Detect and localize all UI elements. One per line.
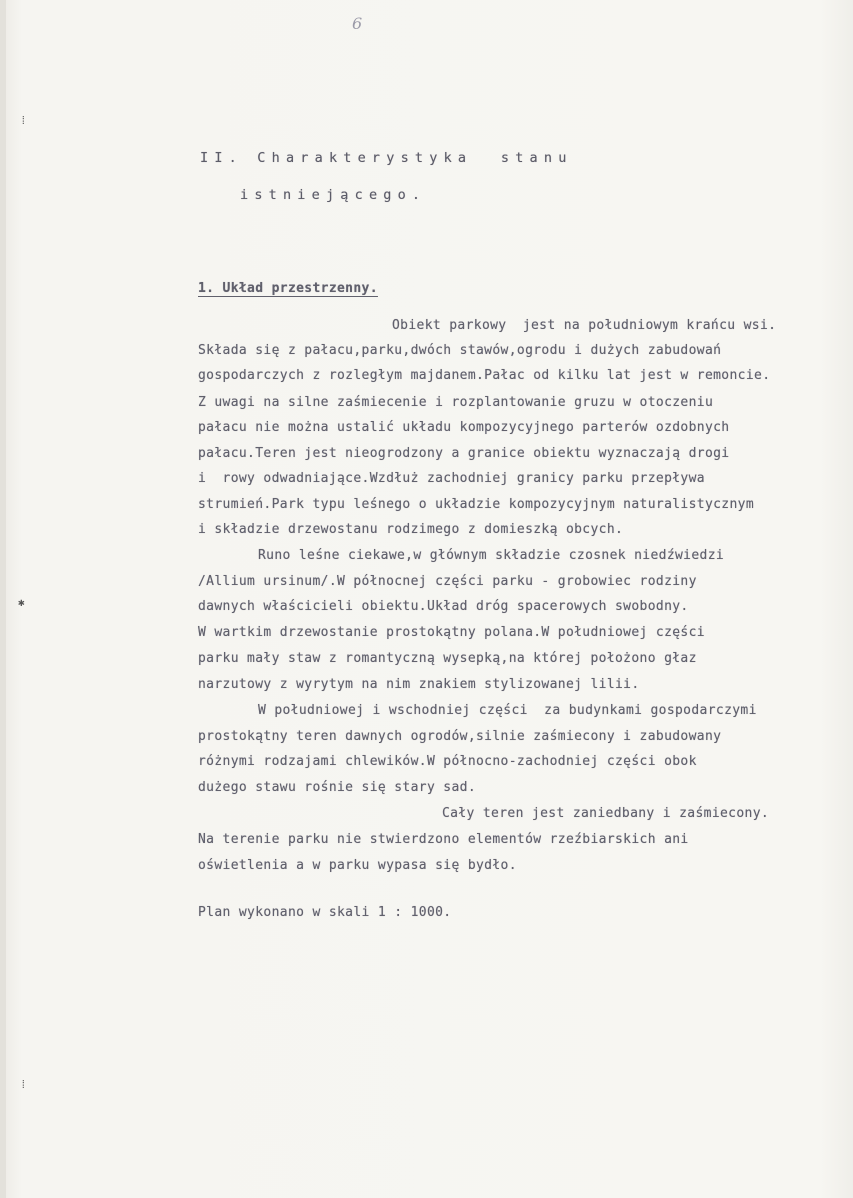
- text-line-16: W południowej i wschodniej części za budynkami gospodarczymi: [258, 703, 757, 718]
- text-line-15: narzutowy z wyrytym na nim znakiem stylizowanej lilii.: [198, 677, 640, 692]
- page-edge: [0, 0, 6, 1198]
- text-line-3: gospodarczych z rozległym majdanem.Pałac od kilku lat jest w remoncie.: [198, 368, 771, 383]
- text-line-17: prostokątny teren dawnych ogrodów,silnie zaśmiecony i zabudowany: [198, 729, 722, 744]
- text-line-14: parku mały staw z romantyczną wysepką,na której położono głaz: [198, 651, 697, 666]
- text-line-22: oświetlenia a w parku wypasa się bydło.: [198, 858, 517, 873]
- section-title: 1. Układ przestrzenny.: [198, 281, 378, 296]
- text-line-11: /Allium ursinum/.W północnej części parku - grobowiec rodziny: [198, 574, 697, 589]
- text-line-4: Z uwagi na silne zaśmiecenie i rozplantowanie gruzu w otoczeniu: [198, 395, 714, 410]
- text-line-7: i rowy odwadniające.Wzdłuż zachodniej granicy parku przepływa: [198, 471, 705, 486]
- text-line-18: różnymi rodzajami chlewików.W północno-zachodniej części obok: [198, 754, 697, 769]
- text-line-20: Cały teren jest zaniedbany i zaśmiecony.: [442, 806, 770, 821]
- plan-scale-note: Plan wykonano w skali 1 : 1000.: [198, 905, 452, 920]
- chapter-heading-line-2: istniejącego.: [240, 187, 427, 203]
- text-line-19: dużego stawu rośnie się stary sad.: [198, 780, 477, 795]
- page-number: 6: [352, 14, 363, 33]
- punch-hole-mark-top: ⁞: [20, 114, 27, 127]
- text-line-5: pałacu nie można ustalić układu kompozycyjnego parterów ozdobnych: [198, 420, 730, 435]
- text-line-12: dawnych właścicieli obiektu.Układ dróg spacerowych swobodny.: [198, 599, 689, 614]
- text-line-21: Na terenie parku nie stwierdzono elementów rzeźbiarskich ani: [198, 832, 689, 847]
- text-line-2: Składa się z pałacu,parku,dwóch stawów,ogrodu i dużych zabudowań: [198, 343, 722, 358]
- text-line-9: i składzie drzewostanu rodzimego z domieszką obcych.: [198, 522, 624, 537]
- text-line-13: W wartkim drzewostanie prostokątny polana.W południowej części: [198, 625, 705, 640]
- punch-hole-mark-middle: ✱: [18, 596, 25, 609]
- text-line-1: Obiekt parkowy jest na południowym krańcu wsi.: [392, 318, 777, 333]
- text-line-6: pałacu.Teren jest nieogrodzony a granice obiektu wyznaczają drogi: [198, 446, 730, 461]
- punch-hole-mark-bottom: ⁞: [20, 1078, 27, 1091]
- text-line-10: Runo leśne ciekawe,w głównym składzie czosnek niedźwiedzi: [258, 548, 725, 563]
- chapter-heading-line-1: II. Charakterystyka stanu: [200, 150, 573, 166]
- text-line-8: strumień.Park typu leśnego o układzie kompozycyjnym naturalistycznym: [198, 497, 755, 512]
